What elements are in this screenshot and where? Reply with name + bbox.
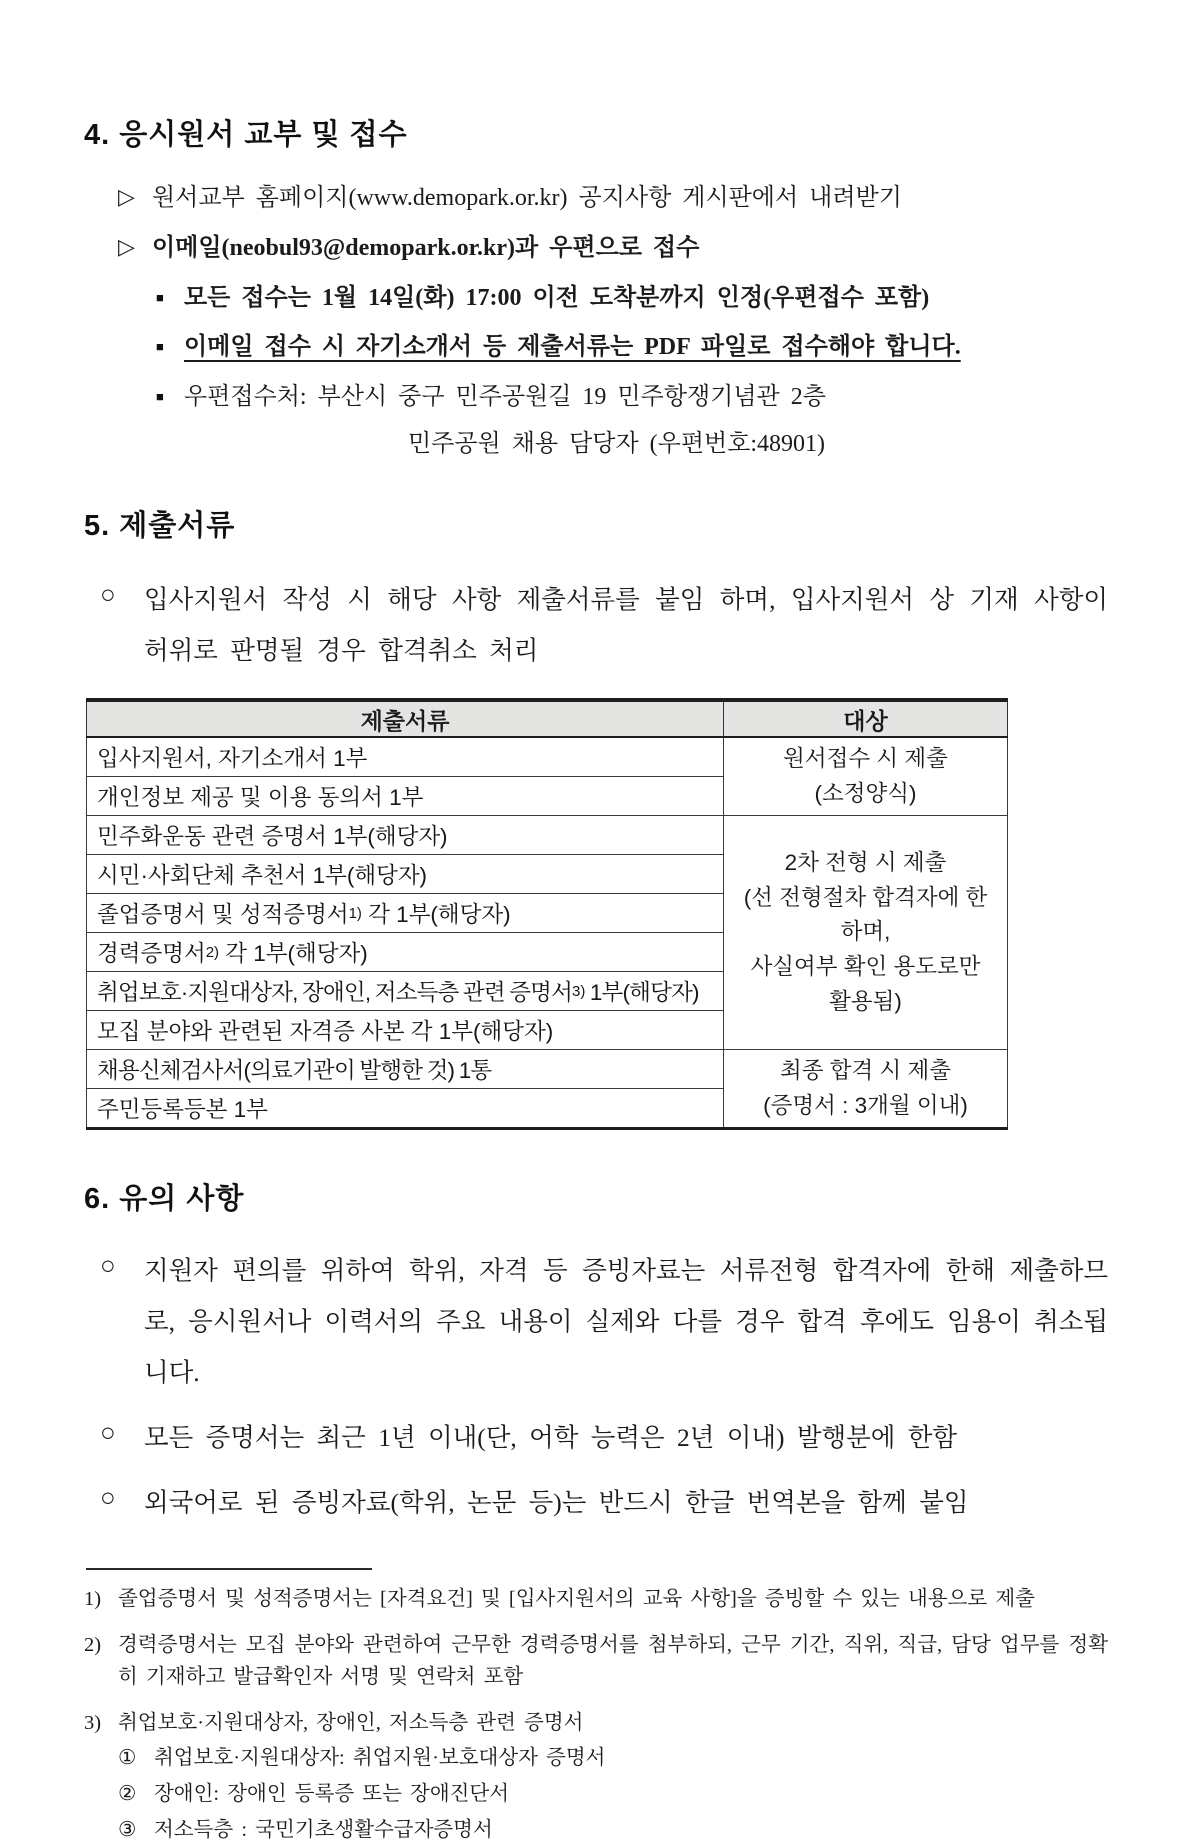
section4-bullet-download (118, 179, 1108, 217)
section6-bullet-evidence (100, 1245, 1108, 1398)
target-cell-at-application (724, 737, 1008, 816)
target-line: 활용됨) (829, 989, 902, 1015)
doc-cell-graduation-transcript: 졸업증명서 및 성적증명서$^{1)}$ 각 1부(해당자) (87, 894, 724, 933)
section4-sub-deadline (156, 279, 1108, 317)
circle-bullet-icon: ○ (100, 1250, 116, 1281)
section4-sub-deadline-text: 모든 접수는 1월 14일(화) 17:00 이전 도착분까지 인정(우편접수 포함) (184, 284, 930, 311)
circled-1-icon: ① (118, 1747, 137, 1770)
target-line: 원서접수 시 제출 (783, 745, 948, 771)
footnote-3-sub-2-text: 장애인: 장애인 등록증 또는 장애진단서 (154, 1783, 510, 1806)
table-row (87, 816, 1008, 855)
target-column-header: 대상 (724, 700, 1008, 737)
section6-bullet-translation-text: 외국어로 된 증빙자료(학위, 논문 등)는 반드시 한글 번역본을 함께 붙임 (144, 1488, 969, 1518)
section5-title: 5. 제출서류 (84, 510, 236, 543)
triangle-bullet-icon: ▷ (118, 234, 135, 260)
footnote-3-sub-1 (118, 1743, 1108, 1775)
circle-bullet-icon: ○ (100, 579, 116, 610)
footnote-2-text: 경력증명서는 모집 분야와 관련하여 근무한 경력증명서를 첨부하되, 근무 기간, 직위, 직급, 담당 업무를 정확히 기재하고 발급확인자 서명 및 연락처 포함 (118, 1634, 1108, 1688)
doc-cell-career-cert: 경력증명서$^{2)}$ 각 1부(해당자) (87, 933, 724, 972)
doc-cell-medical-exam: 채용신체검사서(의료기관이 발행한 것) 1통 (87, 1050, 724, 1089)
target-line: 2차 전형 시 제출 (784, 849, 947, 875)
triangle-bullet-icon: ▷ (118, 184, 135, 209)
square-bullet-icon: ■ (156, 339, 164, 355)
section6-bullet-evidence-text: 지원자 편의를 위하여 학위, 자격 등 증빙자료는 서류전형 합격자에 한해 제출하므로, 응시원서나 이력서의 주요 내용이 실제와 다를 경우 합격 후에도 임용이 취소됩니다. (144, 1256, 1108, 1388)
footnote-3-sub-1-text: 취업보호·지원대상자: 취업지원·보호대상자 증명서 (154, 1747, 606, 1770)
footnote-3-sub-3 (118, 1815, 1108, 1847)
section4-bullet-email-text: 이메일(neobul93@demopark.or.kr)과 우편으로 접수 (152, 235, 700, 262)
section4-sub-pdf (156, 328, 1108, 366)
section4-sub-postal-cont: 민주공원 채용 담당자 (우편번호:48901) (408, 430, 826, 457)
section4-bullet-download-text: 원서교부 홈페이지(www.demopark.or.kr) 공지사항 게시판에서 내려받기 (152, 185, 902, 211)
target-line: (선 전형절차 합격자에 한하며, (743, 884, 988, 945)
doc-cell-protection-target: 취업보호·지원대상자, 장애인, 저소득층 관련 증명서$^{3)}$ 1부(해당자) (87, 972, 724, 1011)
doc-cell-application: 입사지원서, 자기소개서 1부 (87, 737, 724, 777)
circle-bullet-icon: ○ (100, 1417, 116, 1448)
section4-title: 4. 응시원서 교부 및 접수 (84, 119, 408, 151)
footnote-2-marker: 2) (84, 1634, 102, 1657)
footnote-3-text: 취업보호·지원대상자, 장애인, 저소득층 관련 증명서 (118, 1711, 584, 1734)
footnote-1-text: 졸업증명서 및 성적증명서는 [자격요건] 및 [입사지원서의 교육 사항]을 증빙할 수 있는 내용으로 제출 (118, 1588, 1035, 1611)
section4-sub-postal (156, 378, 1108, 416)
target-line: (소정양식) (814, 780, 917, 806)
target-line: 최종 합격 시 제출 (780, 1057, 951, 1083)
footnote-1-marker: 1) (84, 1588, 102, 1611)
section5-intro (100, 574, 1108, 676)
section4-bullet-email (118, 229, 1108, 267)
footnote-3-sub-3-text: 저소득층 : 국민기초생활수급자증명서 (154, 1818, 493, 1841)
circle-bullet-icon: ○ (100, 1482, 116, 1513)
circled-3-icon: ③ (118, 1818, 137, 1841)
footnote-2 (84, 1630, 1108, 1694)
doc-cell-civil-recommendation: 시민·사회단체 추천서 1부(해당자) (87, 855, 724, 894)
circled-2-icon: ② (118, 1783, 137, 1806)
footnote-divider (86, 1568, 372, 1570)
section4-sub-pdf-text: 이메일 접수 시 자기소개서 등 제출서류는 PDF 파일로 접수해야 합니다. (184, 334, 961, 361)
section5-intro-text: 입사지원서 작성 시 해당 사항 제출서류를 붙임 하며, 입사지원서 상 기재 사항이 허위로 판명될 경우 합격취소 처리 (144, 585, 1108, 666)
doc-cell-privacy-consent: 개인정보 제공 및 이용 동의서 1부 (87, 777, 724, 816)
table-header-row (87, 700, 1008, 737)
target-line: 사실여부 확인 용도로만 (750, 954, 981, 980)
target-cell-second-round (724, 816, 1008, 1050)
footnote-3 (84, 1708, 1108, 1740)
square-bullet-icon: ■ (156, 388, 164, 404)
doc-cell-license-copy: 모집 분야와 관련된 자격증 사본 각 1부(해당자) (87, 1011, 724, 1050)
doc-cell-democracy-cert: 민주화운동 관련 증명서 1부(해당자) (87, 816, 724, 855)
table-row (87, 1050, 1008, 1089)
target-line: (증명서 : 3개월 이내) (763, 1092, 968, 1118)
table-row (87, 737, 1008, 777)
section4-sub-postal-text: 우편접수처: 부산시 중구 민주공원길 19 민주항쟁기념관 2층 (184, 383, 826, 410)
square-bullet-icon: ■ (156, 289, 164, 305)
section6-bullet-translation (100, 1477, 1108, 1528)
target-cell-final-pass (724, 1050, 1008, 1129)
footnote-3-marker: 3) (84, 1711, 102, 1734)
section6-bullet-validity-text: 모든 증명서는 최근 1년 이내(단, 어학 능력은 2년 이내) 발행분에 한함 (144, 1423, 958, 1453)
documents-column-header: 제출서류 (87, 700, 724, 737)
section6-title: 6. 유의 사항 (84, 1183, 245, 1216)
footnote-1 (84, 1584, 1108, 1616)
footnote-3-sub-2 (118, 1779, 1108, 1811)
submission-documents-table (86, 698, 1008, 1130)
section6-bullet-validity (100, 1412, 1108, 1463)
doc-cell-resident-register: 주민등록등본 1부 (87, 1089, 724, 1129)
